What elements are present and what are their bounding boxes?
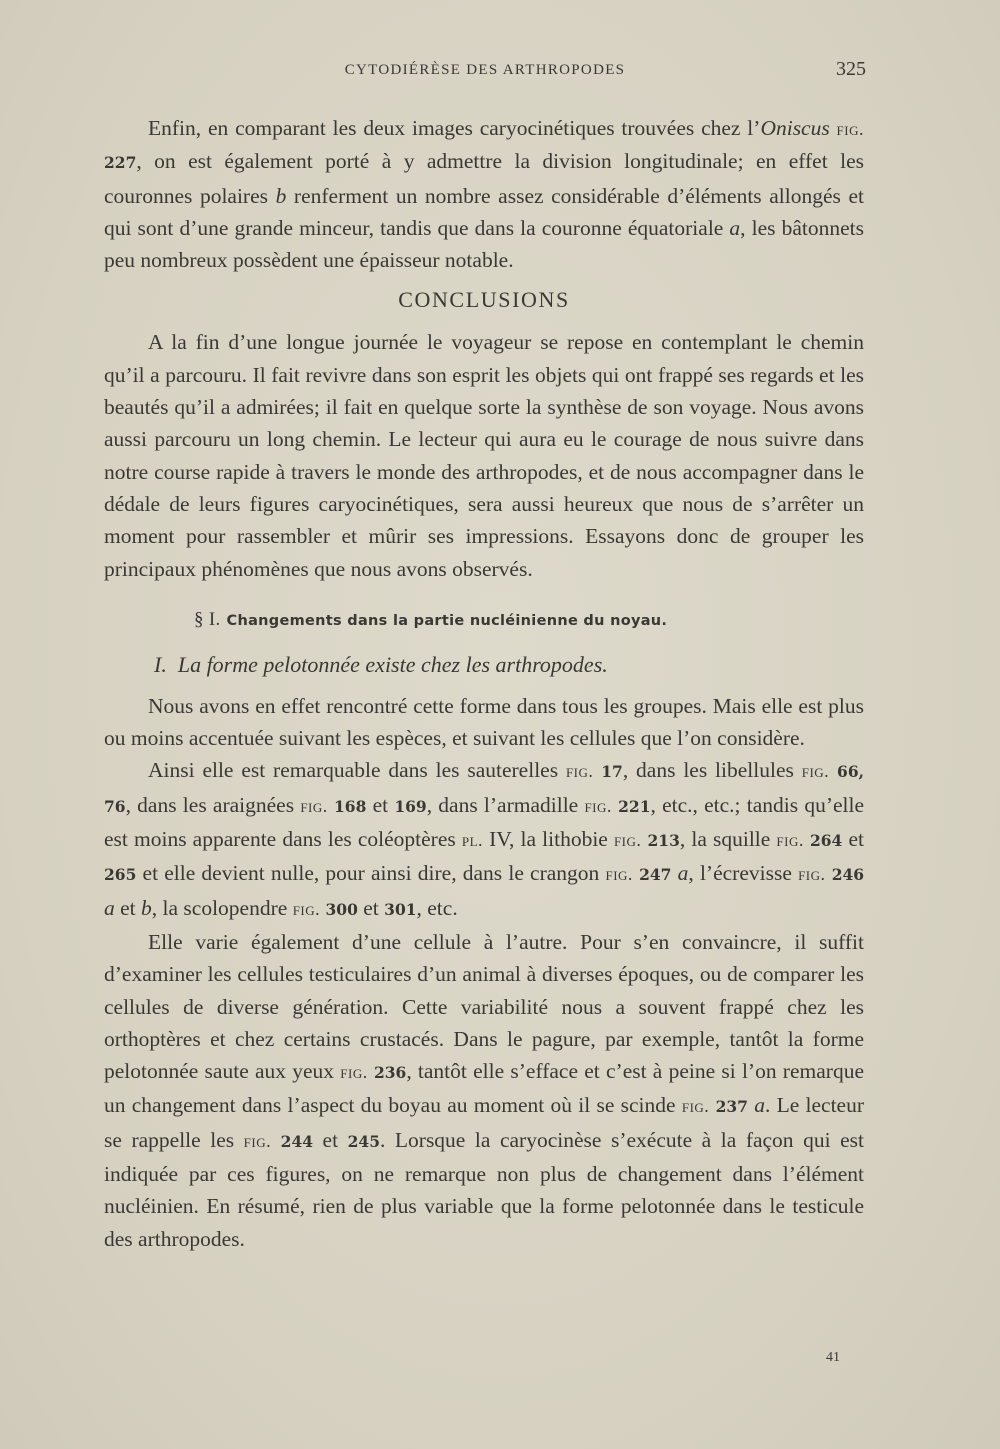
running-title: CYTODIÉRÈSE DES ARTHROPODES — [344, 62, 626, 78]
section-number: § I. — [194, 608, 221, 630]
thesis-text: La forme pelotonnée existe chez les arthropodes. — [177, 651, 608, 677]
paragraph-groupes: Nous avons en effet rencontré cette forme dans tous les groupes. Mais elle est plus ou moins accentuée suivant les espèces, et suivant les cellules que l’on considère. — [104, 693, 864, 751]
paragraph-sauterelles: Ainsi elle est remarquable dans les sauterelles fig. 17, dans les libellules fig. 66, 76, dans les araignées fig. 168 et 169, dans l’armadille fig. 221, etc., etc.; tandis qu’elle est moins apparente dans les coléoptères pl. IV, la lithobie fig. 213, la squille fig. 264 et 265 et elle devient nulle, pour ainsi dire, dans le crangon fig. 247 a, l’écrevisse fig. 246 a et b, la scolopendre fig. 300 et 301, etc. — [104, 758, 865, 920]
paragraph-oniscus — [104, 112, 864, 276]
paragraph-variabilite: Elle varie également d’une cellule à l’autre. Pour s’en convaincre, il suffit d’examiner les cellules testiculaires d’un animal à diverses époques, ou de comparer les cellules de diverse génération. Cette variabilité nous a souvent frappé chez les orthoptères et chez certains crustacés. Dans le pagure, par exemple, tantôt la forme pelotonnée saute aux yeux fig. 236, tantôt elle s’efface et c’est à peine si l’on remarque un changement dans l’aspect du boyau au moment où il se scinde fig. 237 a. Le lecteur se rappelle les fig. 244 et 245. Lorsque la caryocinèse s’exécute à la façon qui est indiquée par ces figures, on ne remarque non plus de changement dans l’élément nucléinien. En résumé, rien de plus variable que la forme pelotonnée dans le testicule des arthropodes. — [104, 929, 864, 1251]
text-run: Enfin, en comparant les deux images caryocinétiques trouvées chez l’ — [148, 116, 761, 140]
genus-name: Oniscus — [760, 116, 830, 140]
letter-ref: a — [729, 215, 741, 240]
section-heading — [194, 605, 864, 636]
fig-ref: 227 — [104, 153, 137, 173]
fig-label: fig. — [836, 119, 864, 139]
thesis-heading — [154, 648, 864, 682]
text-run: , on est également porté à y admettre la division longitudinale; en effet les couronnes polaires — [104, 149, 864, 208]
text-run: , les bâtonnets peu nombreux possèdent une épaisseur notable. — [104, 215, 864, 273]
page-number: 325 — [836, 58, 866, 80]
conclusions-heading: CONCLUSIONS — [398, 287, 570, 313]
letter-ref: b — [275, 183, 287, 208]
section-title: Changements dans la partie nucléinienne du noyau. — [226, 612, 668, 629]
text-run: renferment un nombre assez considérable d’éléments allongés et qui sont d’une grande minceur, tandis que dans la couronne équatoriale — [104, 183, 864, 240]
body-text — [104, 112, 864, 1255]
paragraph-voyageur: A la fin d’une longue journée le voyageur se repose en contemplant le chemin qu’il a parcouru. Il fait revivre dans son esprit les objets qui ont frappé ses regards et les beautés qu’il a admirées; il fait en quelque sorte la synthèse de son voyage. Nous avons aussi parcouru un long chemin. Le lecteur qui aura eu le courage de nous suivre dans notre course rapide à travers le monde des arthropodes, et de nous accompagner dans le dédale de leurs figures caryocinétiques, sera aussi heureux que nous de s’arrêter un moment pour rassembler et mûrir ses impressions. Essayons donc de grouper les principaux phénomènes que nous avons observés. — [104, 330, 864, 581]
page-header — [104, 58, 866, 88]
thesis-number: I. — [154, 651, 167, 677]
signature-mark: 41 — [826, 1350, 840, 1365]
